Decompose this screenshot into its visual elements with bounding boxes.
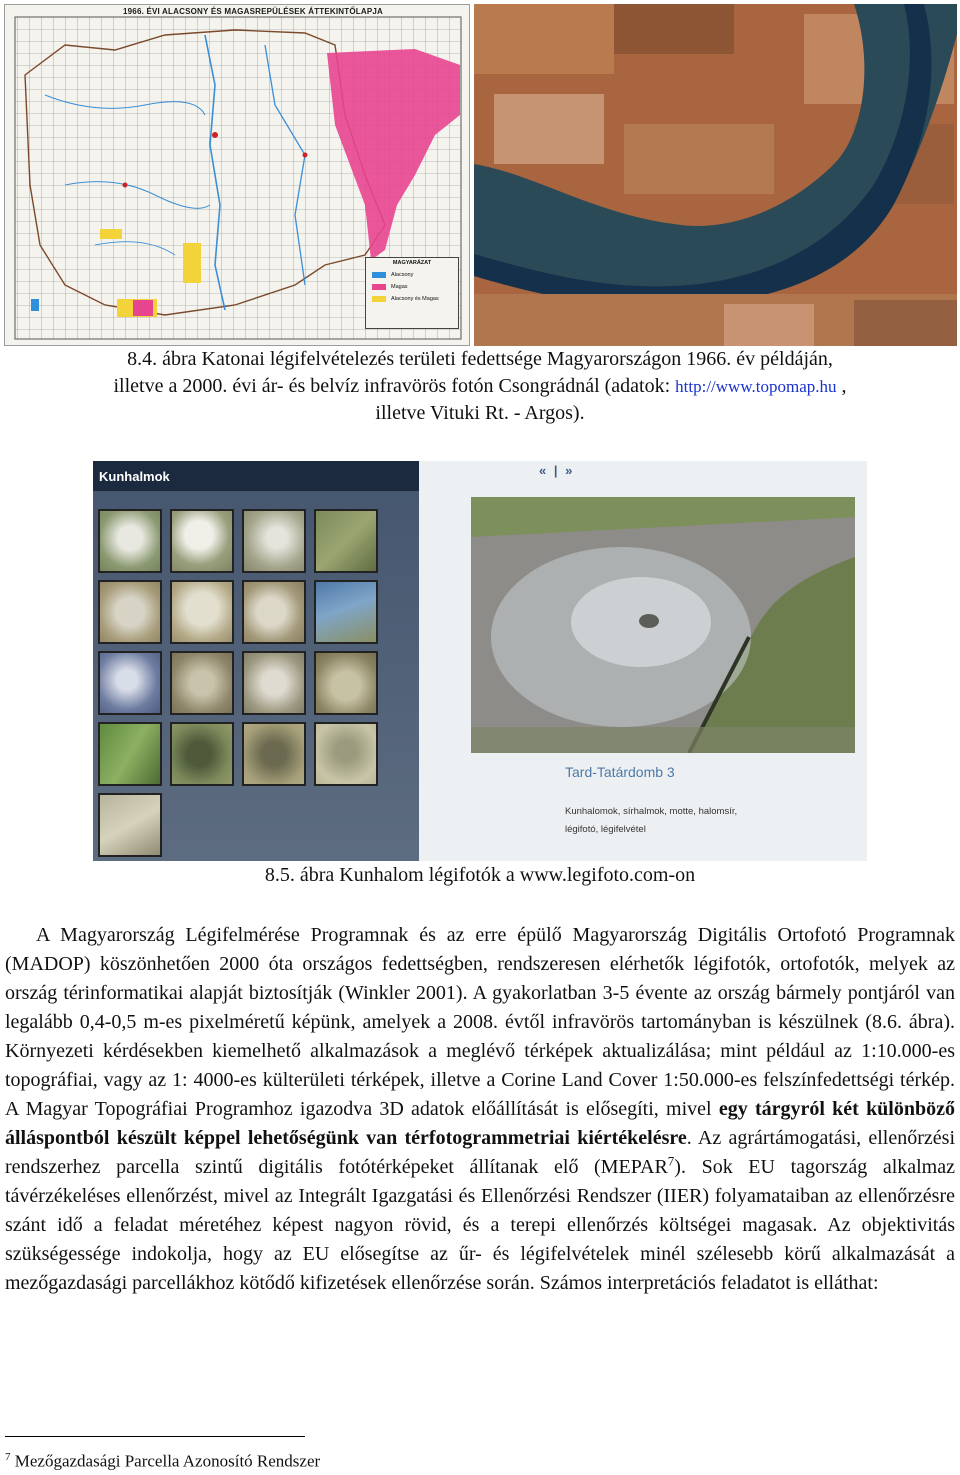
- caption-text: illetve a 2000. évi ár- és belvíz infravörös fotón Csongrádnál (adatok:: [113, 375, 676, 397]
- legend-swatch: [372, 284, 386, 290]
- tags-line: Kunhalomok, sírhalmok, motte, halomsír,: [565, 806, 738, 817]
- body-paragraph: [5, 921, 955, 1298]
- legend-label: Alacsony és Magas: [391, 296, 439, 302]
- legend-label: Alacsony: [391, 272, 414, 278]
- thumbnail[interactable]: [242, 722, 306, 786]
- legend-item: [372, 272, 458, 278]
- thumbnail[interactable]: [242, 651, 306, 715]
- footnote-text: Mezőgazdasági Parcella Azonosító Rendszer: [10, 1451, 321, 1471]
- footnote-divider: [5, 1436, 305, 1437]
- thumbnail[interactable]: [98, 509, 162, 573]
- figure-8-4: [4, 4, 957, 346]
- thumbnail[interactable]: [98, 580, 162, 644]
- body-bold-text: egy tárgyról két különböző álláspontból készült képpel lehetőségünk van térfotogrammetriai kiértékelésre: [5, 1098, 955, 1149]
- thumbnail[interactable]: [98, 722, 162, 786]
- map-title: 1966. ÉVI ALACSONY ÉS MAGASREPÜLÉSEK ÁTTEKINTŐLAPJA: [123, 7, 384, 16]
- topomap-link[interactable]: http://www.topomap.hu: [675, 377, 837, 396]
- tags-line: légifotó, légifelvétel: [565, 824, 646, 835]
- sidebar-title: Kunhalmok: [99, 469, 170, 484]
- caption-line: [0, 373, 960, 400]
- thumbnail[interactable]: [170, 651, 234, 715]
- thumbnail[interactable]: [242, 509, 306, 573]
- kunhalom-aerial-photo: [471, 497, 855, 753]
- thumbnail[interactable]: [98, 793, 162, 857]
- body-text-1: A Magyarország Légifelmérése Programnak és az erre épülő Magyarország Digitális Ortofotó Programnak (MADOP) köszönhetően 2000 óta országos fedettségben, rendszeresen elérhetők légifotók, ortofotók, melyek az ország térinformatikai alapját biztosítják (Winkler 2001). A gyakorlatban 3-5 évente az ország bármely pontjáról van legalább 0,4-0,5 m-es pixelméretű képünk, amelyek a 2008. évtől infravörös tartományban is készülnek (8.6. ábra). Környezeti kérdésekben kiemelhető alkalmazások a meglévő térképek aktualizálása; mint például az 1:10.000-es topográfiai, vagy az 1: 4000-es külterületi térképek, illetve a Corine Land Cover 1:50.000-es felszínfedettségi térkép. A Magyar Topográfiai Programhoz igazodva 3D adatok előállítását is elősegíti, mivel: [5, 924, 955, 1120]
- thumbnail[interactable]: [314, 722, 378, 786]
- map-legend: [365, 257, 459, 329]
- thumbnail[interactable]: [170, 722, 234, 786]
- legifoto-webpage-screenshot: [93, 461, 867, 861]
- thumbnail[interactable]: [242, 580, 306, 644]
- thumbnail[interactable]: [314, 580, 378, 644]
- figure-8-5-caption: 8.5. ábra Kunhalom légifotók a www.legifoto.com-on: [264, 864, 696, 886]
- thumbnail[interactable]: [170, 509, 234, 573]
- caption-line: 8.4. ábra Katonai légifelvételezés területi fedettsége Magyarországon 1966. év példáján,: [127, 348, 833, 370]
- thumbnail[interactable]: [170, 580, 234, 644]
- aerial-graphic: [474, 4, 957, 346]
- photo-graphic: [471, 497, 855, 753]
- thumbnail[interactable]: [314, 651, 378, 715]
- sidebar-header: [93, 461, 419, 491]
- thumbnail[interactable]: [314, 509, 378, 573]
- legend-item: [372, 284, 458, 290]
- footnote: [5, 1446, 320, 1473]
- body-text-2: . Az agrártámogatási, ellenőrzési rendszerhez parcella szintű digitális fotótérképeket állítanak elő (MEPAR: [5, 1127, 955, 1178]
- legend-item: [372, 296, 458, 302]
- thumbnail[interactable]: [98, 651, 162, 715]
- photo-viewer: [419, 461, 867, 861]
- photo-tags: [565, 803, 775, 839]
- coverage-map-1966: [4, 4, 470, 346]
- legend-label: Magas: [391, 284, 408, 290]
- figure-8-4-caption: [0, 346, 960, 427]
- caption-text: ,: [836, 375, 847, 397]
- legend-swatch: [372, 272, 386, 278]
- footnote-number: 7: [5, 1451, 11, 1463]
- footnote-reference[interactable]: 7: [667, 1153, 675, 1169]
- legend-title: MAGYARÁZAT: [392, 260, 432, 266]
- legend-swatch: [372, 296, 386, 302]
- caption-line: illetve Vituki Rt. - Argos).: [375, 402, 585, 424]
- body-text-3: ). Sok EU tagország alkalmaz távérzékeléses ellenőrzést, mivel az Integrált Igazgatási és Ellenőrzési Rendszer (IIER) folyamataiban az ellenőrzésre szánt idő a feladat méretéhez képest nagyon rövid, és a terepi ellenőrzés költségei magasak. Az objektivitás szükségessége indokolja, hogy az EU elősegítse az űr- és légifelvételek minél szélesebb körű alkalmazását a mezőgazdasági parcellákhoz kötődő kifizetések ellenőrzése során. Számos interpretációs feladatot is elláthat:: [5, 1156, 955, 1294]
- thumbnail-sidebar: [93, 461, 419, 861]
- infrared-aerial-photo: [474, 4, 957, 346]
- photo-title: Tard-Tatárdomb 3: [565, 764, 675, 780]
- pager-navigation[interactable]: « | »: [539, 463, 575, 478]
